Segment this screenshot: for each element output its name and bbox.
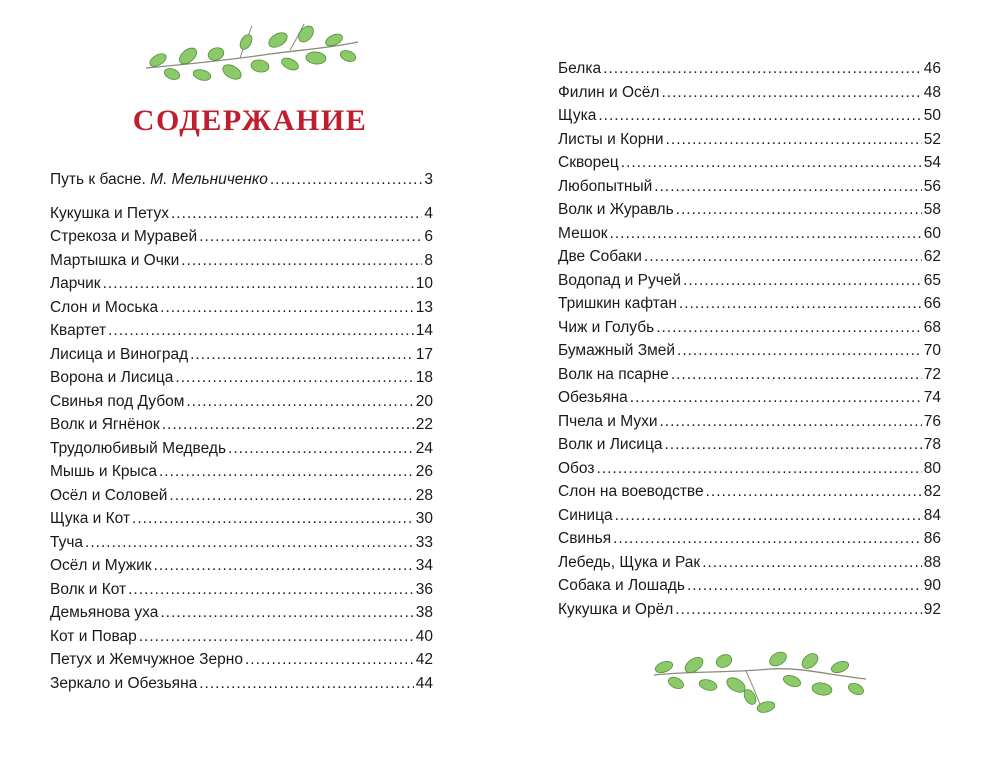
toc-entry-title: Осёл и Соловей <box>50 486 168 504</box>
dot-leader <box>677 339 922 363</box>
toc-entry-page: 82 <box>923 483 941 500</box>
toc-entry-page: 13 <box>415 298 433 316</box>
dot-leader <box>171 202 422 226</box>
toc-entry-title: Слон и Моська <box>50 298 159 316</box>
dot-leader <box>186 390 413 414</box>
dot-leader <box>654 175 921 199</box>
toc-entry-page: 8 <box>424 251 433 269</box>
toc-entry-author: М. Мельниченко <box>150 171 268 188</box>
toc-entry[interactable] <box>558 222 941 246</box>
toc-entry[interactable] <box>50 460 433 484</box>
toc-entry[interactable] <box>558 551 941 575</box>
dot-leader <box>190 343 414 367</box>
dot-leader <box>597 457 922 481</box>
dot-leader <box>159 460 414 484</box>
toc-entry[interactable] <box>50 554 433 578</box>
toc-entry[interactable] <box>558 292 941 316</box>
dot-leader <box>702 551 922 575</box>
toc-entry-title: Свинья под Дубом <box>50 392 185 410</box>
toc-entry[interactable] <box>558 339 941 363</box>
toc-entry[interactable] <box>50 484 433 508</box>
toc-entry[interactable] <box>558 57 941 81</box>
dot-leader <box>85 531 414 555</box>
toc-entry-page: 68 <box>923 318 941 336</box>
dot-leader <box>676 198 922 222</box>
dot-leader <box>603 57 922 81</box>
toc-entry-page: 90 <box>923 577 941 594</box>
toc-entry-page: 22 <box>415 416 433 433</box>
toc-entry-title: Две Собаки <box>558 248 642 265</box>
toc-entry[interactable] <box>558 81 941 105</box>
toc-entry-page: 42 <box>415 651 433 668</box>
dot-leader <box>664 433 921 457</box>
toc-entry[interactable] <box>50 413 433 437</box>
toc-entry-page: 76 <box>923 412 941 430</box>
toc-entry-title: Демьянова уха <box>50 604 159 621</box>
dot-leader <box>660 410 922 434</box>
toc-entry-title: Любопытный <box>558 177 653 195</box>
toc-entry-title: Зеркало и Обезьяна <box>50 674 198 692</box>
toc-entry-title-text: Путь к басне. <box>50 171 151 188</box>
toc-entry-title: Мышь и Крыса <box>50 463 157 480</box>
toc-entry-page: 24 <box>415 439 433 457</box>
toc-entry-title: Лисица и Виноград <box>50 345 189 363</box>
toc-entry-page: 26 <box>415 463 433 480</box>
toc-entry-page: 88 <box>923 553 941 571</box>
toc-entry-title: Ларчик <box>50 275 101 292</box>
right-page <box>500 0 1000 762</box>
dot-leader <box>132 507 414 531</box>
toc-entry-page: 20 <box>415 392 433 410</box>
dot-leader <box>610 222 922 246</box>
dot-leader <box>270 168 423 192</box>
toc-entry[interactable] <box>558 574 941 598</box>
toc-entry-page: 38 <box>415 604 433 621</box>
toc-entry-title: Свинья <box>558 530 612 547</box>
toc-entry-page: 6 <box>424 228 433 245</box>
dot-leader <box>228 437 414 461</box>
toc-entry[interactable] <box>558 316 941 340</box>
toc-entry-page: 36 <box>415 580 433 598</box>
toc-entry-title: Волк и Кот <box>50 580 127 598</box>
toc-entry-title: Ворона и Лисица <box>50 369 174 386</box>
dot-leader <box>108 319 414 343</box>
toc-entry[interactable] <box>558 363 941 387</box>
dot-leader <box>621 151 922 175</box>
toc-entry-page: 70 <box>923 342 941 359</box>
toc-entry[interactable] <box>558 151 941 175</box>
toc-entry-page: 54 <box>923 154 941 171</box>
toc-entry-page: 46 <box>923 60 941 77</box>
toc-entry-title: Мартышка и Очки <box>50 251 180 269</box>
toc-entry-title: Обезьяна <box>558 389 628 406</box>
toc-entry-title: Щука и Кот <box>50 510 131 527</box>
toc-entry[interactable] <box>558 410 941 434</box>
toc-entry[interactable] <box>50 366 433 390</box>
toc-entry-title: Волк и Ягнёнок <box>50 416 160 433</box>
dot-leader <box>666 128 922 152</box>
toc-entry-title: Мешок <box>558 224 608 242</box>
toc-entry-title: Пчела и Мухи <box>558 412 658 430</box>
toc-entry-page: 60 <box>923 224 941 242</box>
dot-leader <box>644 245 922 269</box>
toc-entry-title: Кукушка и Петух <box>50 204 169 222</box>
dot-leader <box>630 386 922 410</box>
toc-entry[interactable] <box>50 578 433 602</box>
toc-entry-page: 3 <box>424 171 433 188</box>
dot-leader <box>598 104 921 128</box>
dot-leader <box>139 625 414 649</box>
dot-leader <box>245 648 414 672</box>
dot-leader <box>175 366 413 390</box>
toc-entry[interactable] <box>50 672 433 696</box>
toc-entry-page: 18 <box>415 369 433 386</box>
dot-leader <box>656 316 922 340</box>
toc-entry-title: Филин и Осёл <box>558 83 660 101</box>
toc-entry[interactable] <box>50 202 433 226</box>
dot-leader <box>169 484 413 508</box>
toc-entry[interactable] <box>558 504 941 528</box>
toc-entry-page: 86 <box>923 530 941 547</box>
toc-entry-title: Трудолюбивый Медведь <box>50 439 227 457</box>
toc-entry-page: 65 <box>923 271 941 289</box>
toc-entry[interactable] <box>558 598 941 622</box>
dot-leader <box>683 269 922 293</box>
toc-entry-title: Белка <box>558 60 602 77</box>
toc-entry-title: Тришкин кафтан <box>558 295 677 312</box>
toc-entry-page: 28 <box>415 486 433 504</box>
toc-entry-title: Листы и Корни <box>558 130 664 148</box>
toc-entry[interactable] <box>558 128 941 152</box>
toc-entry[interactable] <box>50 437 433 461</box>
dot-leader <box>160 601 413 625</box>
toc-entry-title: Кот и Повар <box>50 627 137 645</box>
toc-entry-title: Скворец <box>558 154 619 171</box>
toc-entry-page: 52 <box>923 130 941 148</box>
toc-entry[interactable] <box>50 507 433 531</box>
toc-entry[interactable] <box>558 457 941 481</box>
toc-entry-title: Туча <box>50 533 84 551</box>
toc-entry-title: Волк и Журавль <box>558 201 674 218</box>
toc-entry[interactable] <box>558 269 941 293</box>
toc-entry-page: 14 <box>415 322 433 339</box>
toc-entry-page: 72 <box>923 365 941 383</box>
dot-leader <box>103 272 414 296</box>
page-title: СОДЕРЖАНИЕ <box>132 104 368 137</box>
toc-entry-title: Бумажный Змей <box>558 342 676 359</box>
toc-entry[interactable] <box>50 390 433 414</box>
toc-entry-title: Волк на псарне <box>558 365 669 383</box>
leafy-branch-icon <box>140 20 362 90</box>
toc-entry-page: 66 <box>923 295 941 312</box>
toc-entry-title: Обоз <box>558 459 595 477</box>
toc-entry[interactable] <box>50 531 433 555</box>
toc-entry-title <box>50 168 268 192</box>
dot-leader <box>160 296 414 320</box>
toc-entry-title: Чиж и Голубь <box>558 318 655 336</box>
toc-entry-page: 84 <box>923 506 941 524</box>
toc-entry-page: 56 <box>923 177 941 195</box>
toc-entry-page: 62 <box>923 248 941 265</box>
toc-entry-page: 80 <box>923 459 941 477</box>
toc-entry-title: Кукушка и Орёл <box>558 600 674 618</box>
toc-entry-title: Щука <box>558 107 597 124</box>
toc-entry[interactable] <box>558 104 941 128</box>
toc-entry[interactable] <box>558 198 941 222</box>
toc-entry[interactable] <box>558 386 941 410</box>
toc-entry-page: 50 <box>923 107 941 124</box>
leafy-branch-icon <box>650 645 870 715</box>
toc-entry-page: 30 <box>415 510 433 527</box>
dot-leader <box>615 504 922 528</box>
toc-entry[interactable] <box>558 480 941 504</box>
toc-entry[interactable] <box>50 601 433 625</box>
toc-entry-title: Стрекоза и Муравей <box>50 228 198 245</box>
dot-leader <box>671 363 922 387</box>
contents-list-left <box>50 168 433 695</box>
toc-entry-page: 10 <box>415 275 433 292</box>
toc-entry[interactable] <box>50 319 433 343</box>
toc-entry[interactable] <box>50 343 433 367</box>
toc-entry-page: 40 <box>415 627 433 645</box>
toc-entry-title: Осёл и Мужик <box>50 557 152 574</box>
toc-entry-page: 34 <box>415 557 433 574</box>
toc-entry-title: Собака и Лошадь <box>558 577 685 594</box>
toc-entry-page: 74 <box>923 389 941 406</box>
toc-entry-title: Петух и Жемчужное Зерно <box>50 651 243 668</box>
toc-entry-page: 33 <box>415 533 433 551</box>
contents-list-right <box>558 57 941 621</box>
toc-entry-title: Квартет <box>50 322 107 339</box>
toc-entry-title: Водопад и Ручей <box>558 271 682 289</box>
dot-leader <box>687 574 922 598</box>
toc-entry-page: 58 <box>923 201 941 218</box>
toc-entry[interactable] <box>50 249 433 273</box>
toc-entry[interactable] <box>50 225 433 249</box>
dot-leader <box>199 672 414 696</box>
toc-entry-intro[interactable] <box>50 168 433 192</box>
toc-entry[interactable] <box>558 433 941 457</box>
toc-entry-page: 78 <box>923 436 941 453</box>
dot-leader <box>675 598 921 622</box>
toc-entry[interactable] <box>50 296 433 320</box>
toc-entry[interactable] <box>50 272 433 296</box>
toc-entry-title: Волк и Лисица <box>558 436 663 453</box>
dot-leader <box>679 292 922 316</box>
dot-leader <box>613 527 922 551</box>
toc-entry-page: 4 <box>424 204 433 222</box>
dot-leader <box>706 480 922 504</box>
toc-entry[interactable] <box>558 527 941 551</box>
dot-leader <box>154 554 414 578</box>
toc-entry[interactable] <box>50 648 433 672</box>
toc-entry[interactable] <box>558 175 941 199</box>
dot-leader <box>661 81 921 105</box>
toc-entry[interactable] <box>558 245 941 269</box>
toc-entry-page: 48 <box>923 83 941 101</box>
toc-entry-title: Лебедь, Щука и Рак <box>558 553 701 571</box>
toc-entry-title: Синица <box>558 506 613 524</box>
dot-leader <box>181 249 422 273</box>
toc-entry-title: Слон на воеводстве <box>558 483 704 500</box>
toc-entry[interactable] <box>50 625 433 649</box>
dot-leader <box>128 578 414 602</box>
toc-entry-page: 17 <box>415 345 433 363</box>
dot-leader <box>199 225 422 249</box>
toc-entry-page: 44 <box>415 674 433 692</box>
dot-leader <box>162 413 414 437</box>
toc-entry-page: 92 <box>923 600 941 618</box>
